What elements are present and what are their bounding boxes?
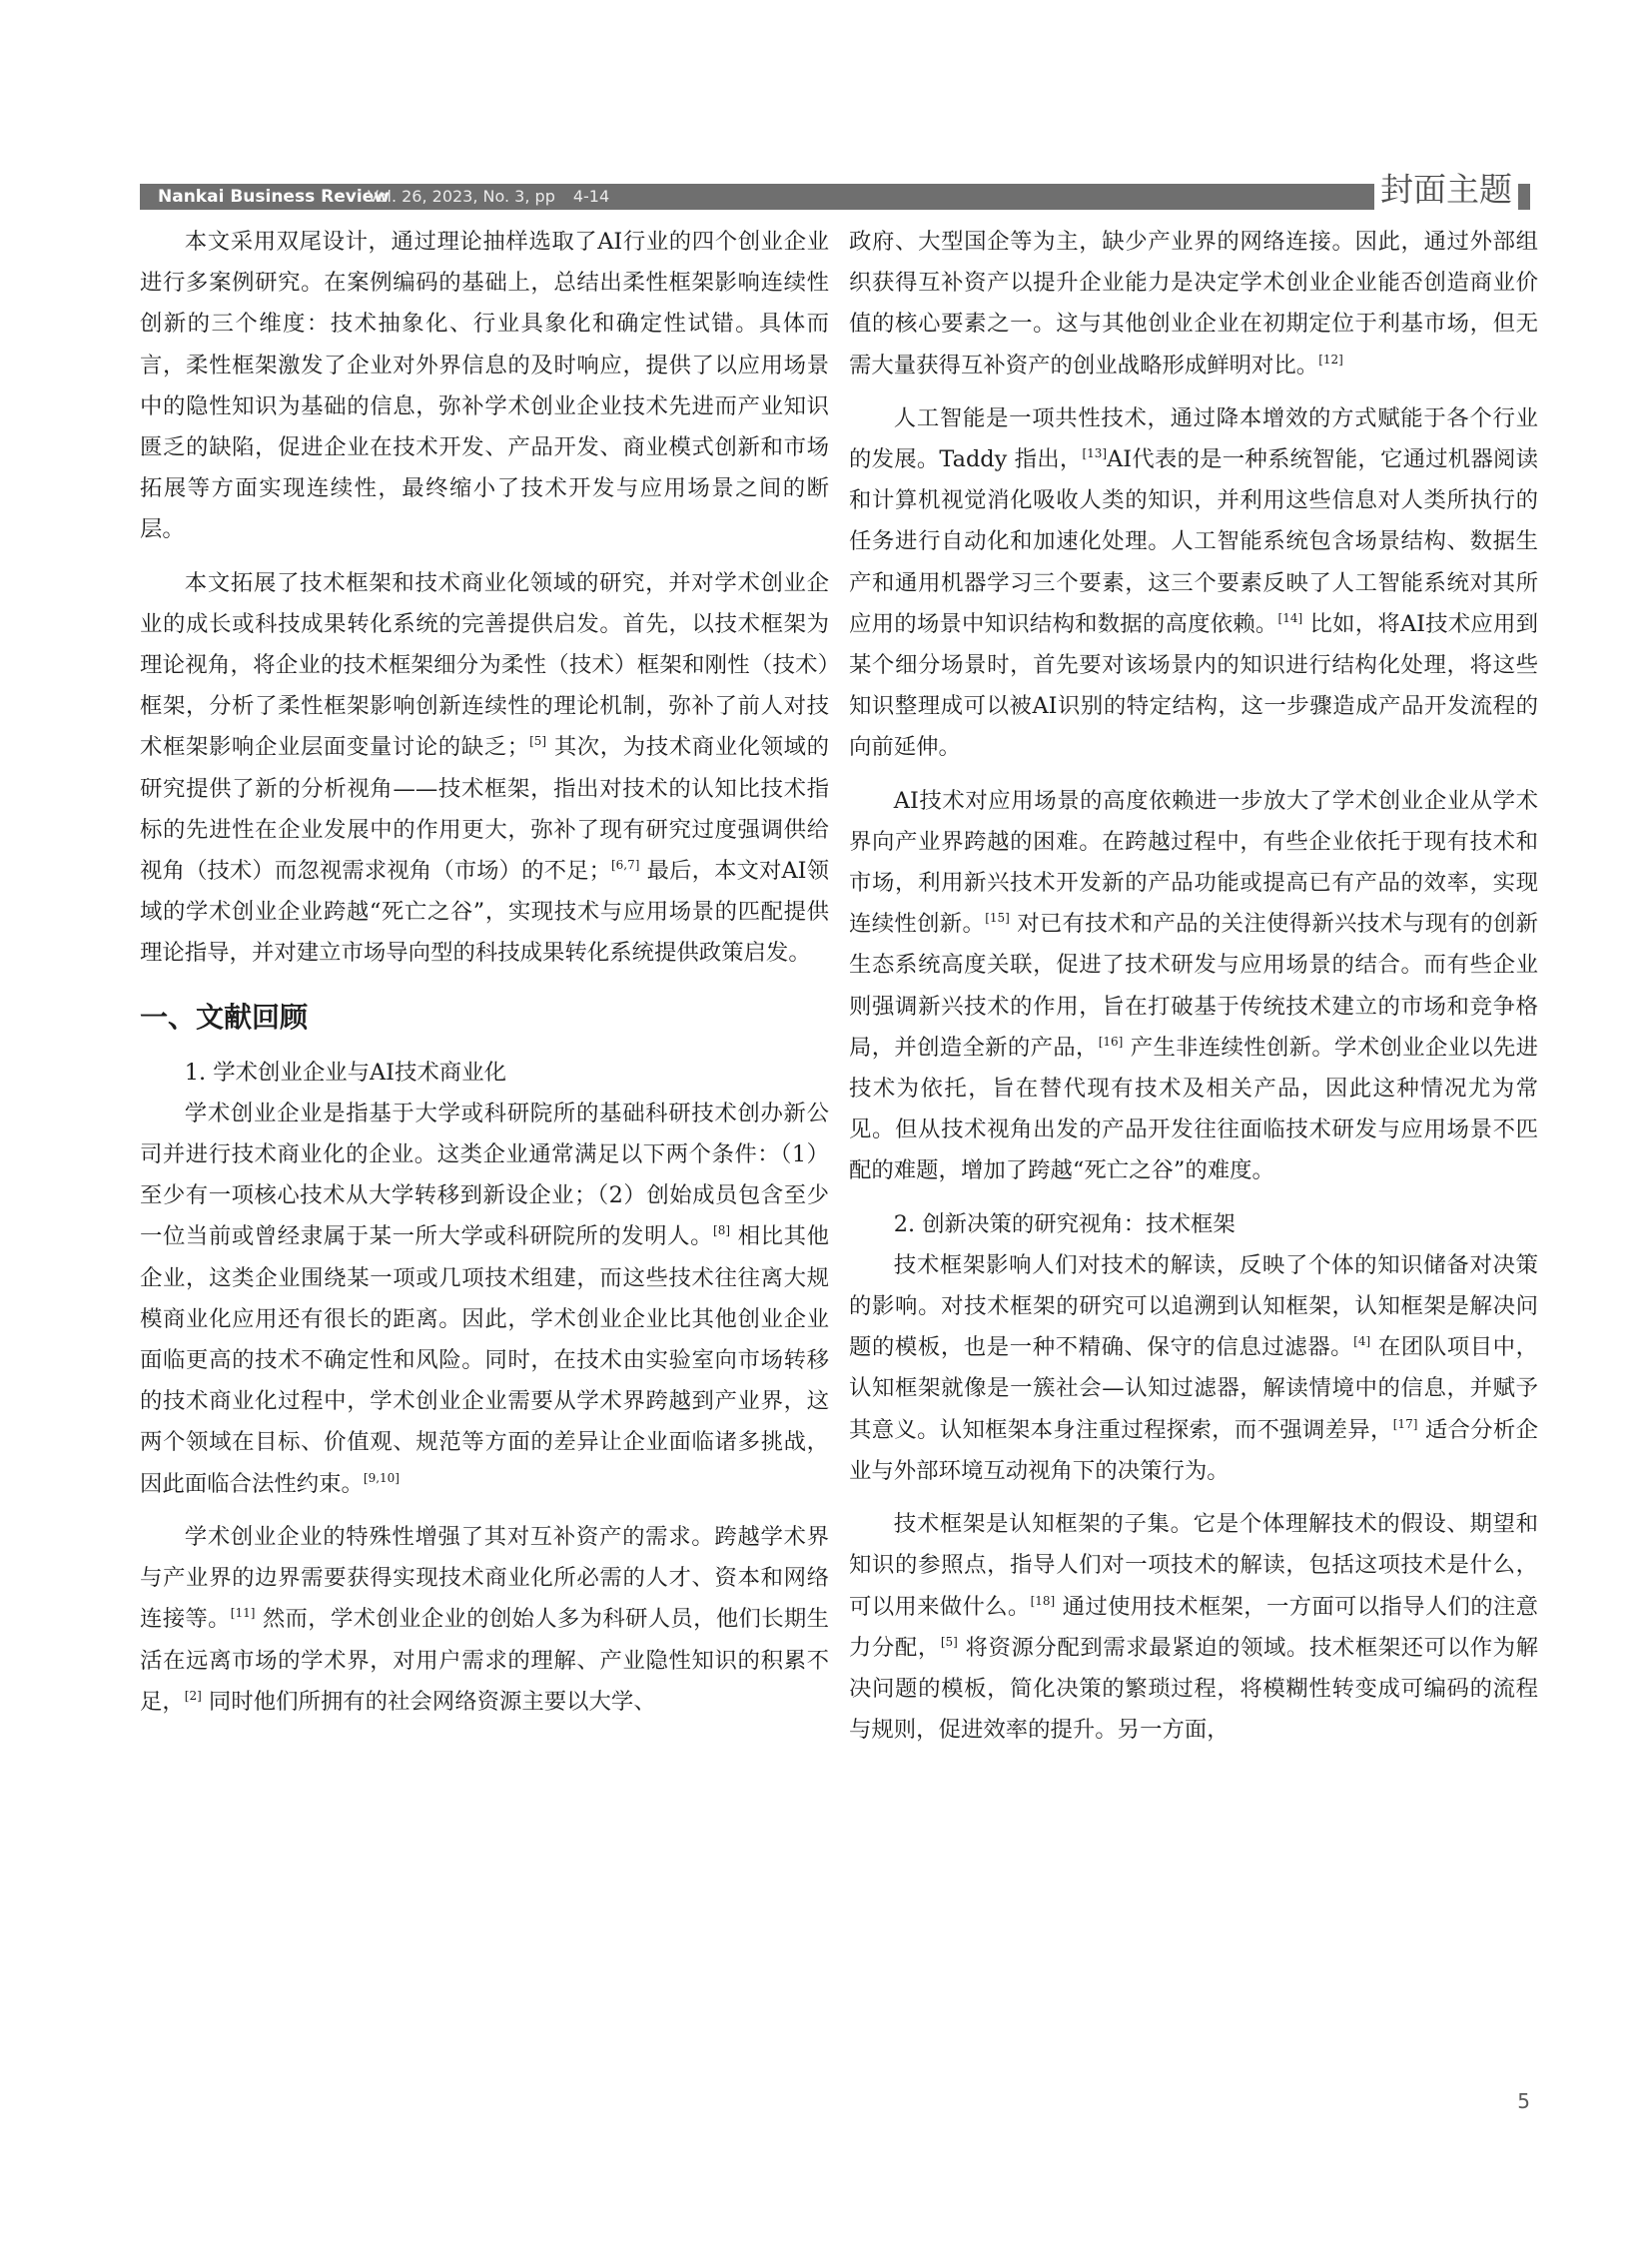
paragraph: 本文采用双尾设计，通过理论抽样选取了AI行业的四个创业企业进行多案例研究。在案例编码的基础上，总结出柔性框架影响连续性创新的三个维度：技术抽象化、行业具象化和确定性试错。具体而言，柔性框架激发了企业对外界信息的及时响应，提供了以应用场景中的隐性知识为基础的信息，弥补学术创业企业技术先进而产业知识匮乏的缺陷，促进企业在技术开发、产品开发、商业模式创新和市场拓展等方面实现连续性，最终缩小了技术开发与应用场景之间的断层。 (140, 229, 829, 543)
citation-ref: [12] (1318, 352, 1343, 367)
paragraph: 学术创业企业的特殊性增强了其对互补资产的需求。跨越学术界与产业界的边界需要获得实现技术商业化所必需的人才、资本和网络连接等。[11] 然而，学术创业企业的创始人多为科研人员，他们长期生活在远离市场的学术界，对用户需求的理解、产业隐性知识的积累不足，[2] 同时他们所拥有的社会网络资源主要以大学、 (140, 1523, 829, 1715)
citation-ref: [18] (1030, 1593, 1056, 1608)
header-bar (140, 184, 1530, 210)
paragraph: 技术框架影响人们对技术的解读，反映了个体的知识储备对决策的影响。对技术框架的研究可以追溯到认知框架，认知框架是解决问题的模板，也是一种不精确、保守的信息过滤器。[4] 在团队项目中，认知框架就像是一簇社会—认知过滤器，解读情境中的信息，并赋予其意义。认知框架本身注重过程探索，而不强调差异，[17] 适合分析企业与外部环境互动视角下的决策行为。 (849, 1251, 1539, 1484)
citation-ref: [9,10] (363, 1470, 400, 1485)
paragraph: AI技术对应用场景的高度依赖进一步放大了学术创业企业从学术界向产业界跨越的困难。在跨越过程中，有些企业依托于现有技术和市场，利用新兴技术开发新的产品功能或提高已有产品的效率，实现连续性创新。[15] 对已有技术和产品的关注使得新兴技术与现有的创新生态系统高度关联，促进了技术研发与应用场景的结合。而有些企业则强调新兴技术的作用，旨在打破基于传统技术建立的市场和竞争格局，并创造全新的产品，[16] 产生非连续性创新。学术创业企业以先进技术为依托，旨在替代现有技术及相关产品，因此这种情况尤为常见。但从技术视角出发的产品开发往往面临技术研发与应用场景不匹配的难题，增加了跨越“死亡之谷”的难度。 (849, 787, 1539, 1184)
subsection-title: 1. 学术创业企业与AI技术商业化 (184, 1059, 506, 1086)
subsection-title: 2. 创新决策的研究视角：技术框架 (893, 1210, 1236, 1237)
citation-ref: [17] (1392, 1416, 1418, 1431)
section-title: 封面主题 (1374, 170, 1518, 210)
citation-ref: [13] (1082, 446, 1108, 461)
right-column (849, 222, 1538, 1763)
citation-ref: [5] (529, 734, 547, 749)
citation-ref: [16] (1098, 1034, 1124, 1049)
journal-name: Nankai Business Review (158, 187, 390, 207)
citation-ref: [8] (713, 1223, 731, 1238)
citation-ref: [2] (184, 1688, 202, 1703)
citation-ref: [14] (1277, 610, 1303, 625)
paragraph: 技术框架是认知框架的子集。它是个体理解技术的假设、期望和知识的参照点，指导人们对一项技术的解读，包括这项技术是什么，可以用来做什么。[18] 通过使用技术框架，一方面可以指导人们的注意力分配，[5] 将资源分配到需求最紧迫的领域。技术框架还可以作为解决问题的模板，简化决策的繁琐过程，将模糊性转变成可编码的流程与规则，促进效率的提升。另一方面， (849, 1511, 1539, 1744)
citation-ref: [4] (1353, 1334, 1371, 1349)
paragraph: 人工智能是一项共性技术，通过降本增效的方式赋能于各个行业的发展。Taddy 指出，[13]AI代表的是一种系统智能，它通过机器阅读和计算机视觉消化吸收人类的知识，并利用这些信息对人类所执行的任务进行自动化和加速化处理。人工智能系统包含场景结构、数据生产和通用机器学习三个要素，这三个要素反映了人工智能系统对其所应用的场景中知识结构和数据的高度依赖。[14] 比如，将AI技术应用到某个细分场景时，首先要对该场景内的知识进行结构化处理，将这些知识整理成可以被AI识别的特定结构，这一步骤造成产品开发流程的向前延伸。 (849, 404, 1539, 761)
section-heading: 一、文献回顾 (140, 1000, 309, 1034)
running-header (140, 170, 1530, 212)
citation-volume: Vol. 26, 2023, No. 3, pp (368, 187, 555, 206)
paragraph: 学术创业企业是指基于大学或科研院所的基础科研技术创办新公司并进行技术商业化的企业。这类企业通常满足以下两个条件：（1）至少有一项核心技术从大学转移到新设企业；（2）创始成员包含至少一位当前或曾经隶属于某一所大学或科研院所的发明人。[8] 相比其他企业，这类企业围绕某一项或几项技术组建，而这些技术往往离大规模商业化应用还有很长的距离。因此，学术创业企业比其他创业企业面临更高的技术不确定性和风险。同时，在技术由实验室向市场转移的技术商业化过程中，学术创业企业需要从学术界跨越到产业界，这两个领域在目标、价值观、规范等方面的差异让企业面临诸多挑战，因此面临合法性约束。[9,10] (140, 1100, 829, 1497)
citation-ref: [6,7] (610, 858, 640, 873)
paragraph: 政府、大型国企等为主，缺少产业界的网络连接。因此，通过外部组织获得互补资产以提升企业能力是决定学术创业企业能否创造商业价值的核心要素之一。这与其他创业企业在初期定位于利基市场，但无需大量获得互补资产的创业战略形成鲜明对比。[12] (849, 229, 1538, 378)
page-number: 5 (1517, 2089, 1530, 2113)
citation-ref: [11] (230, 1606, 256, 1621)
citation-pages: 4-14 (572, 187, 610, 206)
journal-citation (368, 184, 609, 210)
citation-ref: [5] (940, 1634, 958, 1649)
paragraph: 本文拓展了技术框架和技术商业化领域的研究，并对学术创业企业的成长或科技成果转化系统的完善提供启发。首先，以技术框架为理论视角，将企业的技术框架细分为柔性（技术）框架和刚性（技术）框架，分析了柔性框架影响创新连续性的理论机制，弥补了前人对技术框架影响企业层面变量讨论的缺乏；[5] 其次，为技术商业化领域的研究提供了新的分析视角——技术框架，指出对技术的认知比技术指标的先进性在企业发展中的作用更大，弥补了现有研究过度强调供给视角（技术）而忽视需求视角（市场）的不足；[6,7] 最后，本文对AI领域的学术创业企业跨越“死亡之谷”，实现技术与应用场景的匹配提供理论指导，并对建立市场导向型的科技成果转化系统提供政策启发。 (140, 569, 830, 967)
citation-ref: [15] (985, 911, 1010, 926)
left-column (140, 222, 829, 1735)
